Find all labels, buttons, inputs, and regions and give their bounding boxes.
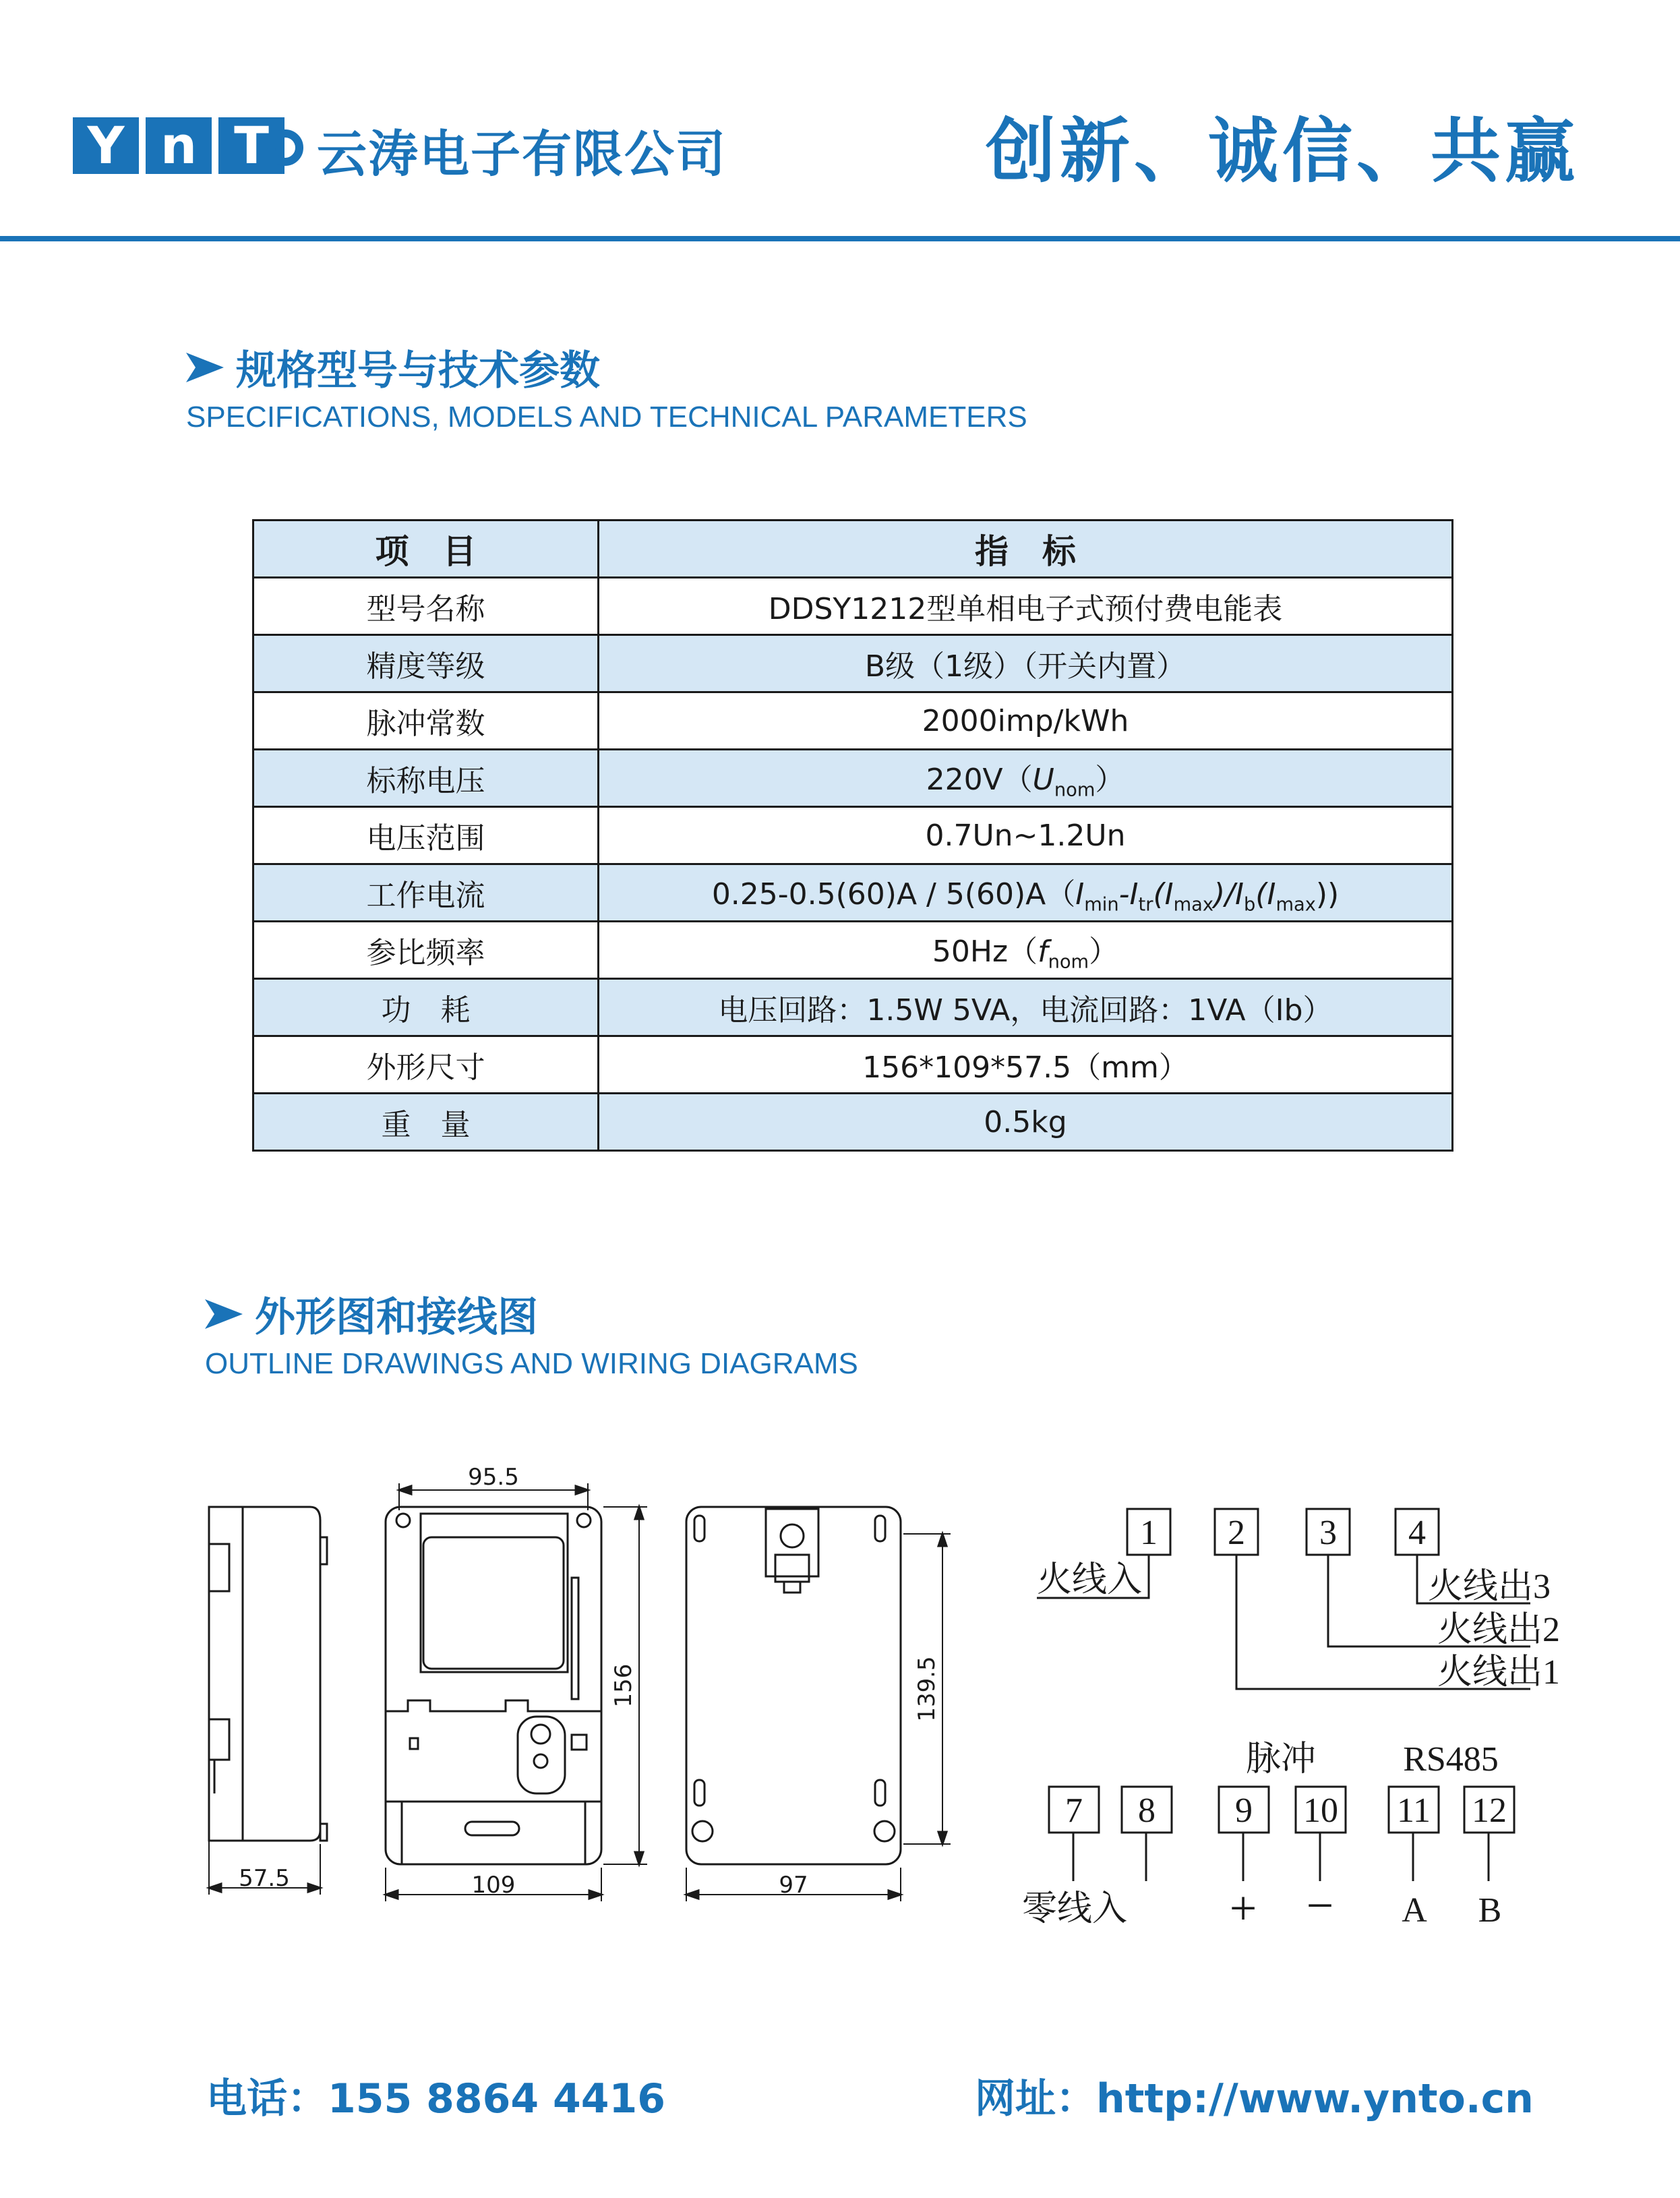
live-out-1-label: 火线出1 (1437, 1653, 1561, 1692)
terminal-8-label: 8 (1138, 1791, 1156, 1830)
row-item: 电压范围 (253, 807, 599, 864)
dim-back-width: 97 (779, 1872, 808, 1899)
terminal-12-label: 12 (1472, 1791, 1507, 1830)
live-in-label: 火线入 (1037, 1561, 1143, 1599)
terminal-7-label: 7 (1065, 1791, 1083, 1830)
logo-ring-icon (267, 129, 303, 166)
arrow-icon (186, 353, 224, 382)
header-divider (0, 236, 1680, 241)
logo-letter-y: Y (73, 117, 139, 174)
row-item: 工作电流 (253, 864, 599, 922)
table-row (253, 979, 1453, 1036)
footer-website[interactable]: 网址：http://www.ynto.cn (975, 2075, 1534, 2122)
pulse-plus-label: + (1229, 1881, 1257, 1935)
live-out-3-label: 火线出3 (1428, 1568, 1551, 1606)
dim-front-top-width: 95.5 (468, 1464, 519, 1491)
terminal-4-label: 4 (1408, 1514, 1426, 1552)
spec-table (252, 519, 1453, 1152)
table-row (253, 1036, 1453, 1094)
drawing-title-en: OUTLINE DRAWINGS AND WIRING DIAGRAMS (205, 1347, 858, 1380)
dim-front-width: 109 (471, 1872, 516, 1899)
row-value: 156*109*57.5（mm） (599, 1036, 1453, 1094)
logo-letter-n: n (146, 117, 212, 174)
row-value: 2000imp/kWh (599, 692, 1453, 750)
row-item: 标称电压 (253, 750, 599, 807)
drawing-title-cn: 外形图和接线图 (255, 1294, 538, 1341)
table-row (253, 807, 1453, 864)
row-item: 参比频率 (253, 922, 599, 979)
row-value: 0.7Un~1.2Un (599, 807, 1453, 864)
terminal-2-label: 2 (1228, 1514, 1245, 1552)
spec-title-en: SPECIFICATIONS, MODELS AND TECHNICAL PARAMETERS (186, 400, 1027, 434)
terminal-11-label: 11 (1396, 1791, 1431, 1830)
back-view-drawing (686, 1507, 951, 1901)
row-item: 外形尺寸 (253, 1036, 599, 1094)
dim-back-height: 139.5 (913, 1656, 940, 1722)
table-row (253, 750, 1453, 807)
row-value: $220V(U_{nom})$ (599, 750, 1453, 807)
dim-front-height: 156 (610, 1663, 637, 1708)
spec-section-title (186, 338, 600, 396)
row-item: 型号名称 (253, 578, 599, 635)
row-item: 精度等级 (253, 635, 599, 692)
row-value: $50Hz(f_{nom})$ (599, 922, 1453, 979)
table-row (253, 578, 1453, 635)
rs485-a-label: A (1402, 1891, 1427, 1930)
row-item: 脉冲常数 (253, 692, 599, 750)
row-value: DDSY1212型单相电子式预付费电能表 (599, 578, 1453, 635)
company-name: 云涛电子有限公司 (317, 125, 727, 183)
row-item: 功 耗 (253, 979, 599, 1036)
table-row (253, 692, 1453, 750)
terminal-10-label: 10 (1303, 1791, 1338, 1830)
row-item: 重 量 (253, 1094, 599, 1151)
table-header-row (253, 521, 1453, 578)
row-value: 电压回路：1.5W 5VA，电流回路：1VA（Ib） (599, 979, 1453, 1036)
outline-and-wiring-drawings (0, 1456, 1680, 1969)
table-row (253, 922, 1453, 979)
header-item: 项 目 (253, 521, 599, 578)
rs485-b-label: B (1478, 1891, 1502, 1930)
row-value: $0.25-0.5(60)A / 5(60)A(I_{min}-I_{tr}(I_{max})/I_b(I_{max}))$ (599, 864, 1453, 922)
footer-phone: 电话：155 8864 4416 (206, 2075, 666, 2122)
terminal-3-label: 3 (1319, 1514, 1337, 1552)
slogan: 创新、诚信、共赢 (985, 109, 1579, 192)
live-out-2-label: 火线出2 (1437, 1611, 1561, 1649)
header-value: 指 标 (599, 521, 1453, 578)
terminal-1-label: 1 (1140, 1514, 1158, 1552)
pulse-label: 脉冲 (1245, 1740, 1317, 1779)
table-row (253, 1094, 1453, 1151)
row-value: 0.5kg (599, 1094, 1453, 1151)
neutral-in-label: 零线入 (1021, 1890, 1128, 1928)
rs485-label: RS485 (1403, 1740, 1499, 1779)
logo-letter-t: T (218, 117, 284, 174)
drawing-section-title (205, 1285, 538, 1343)
table-row (253, 864, 1453, 922)
pulse-minus-label: − (1306, 1878, 1334, 1932)
terminal-9-label: 9 (1235, 1791, 1253, 1830)
row-value: B级（1级）（开关内置） (599, 635, 1453, 692)
side-view-drawing (209, 1507, 327, 1895)
table-row (253, 635, 1453, 692)
spec-title-cn: 规格型号与技术参数 (236, 347, 600, 394)
arrow-icon (205, 1299, 243, 1329)
dim-side-depth: 57.5 (239, 1865, 290, 1892)
front-view-drawing (386, 1483, 647, 1901)
